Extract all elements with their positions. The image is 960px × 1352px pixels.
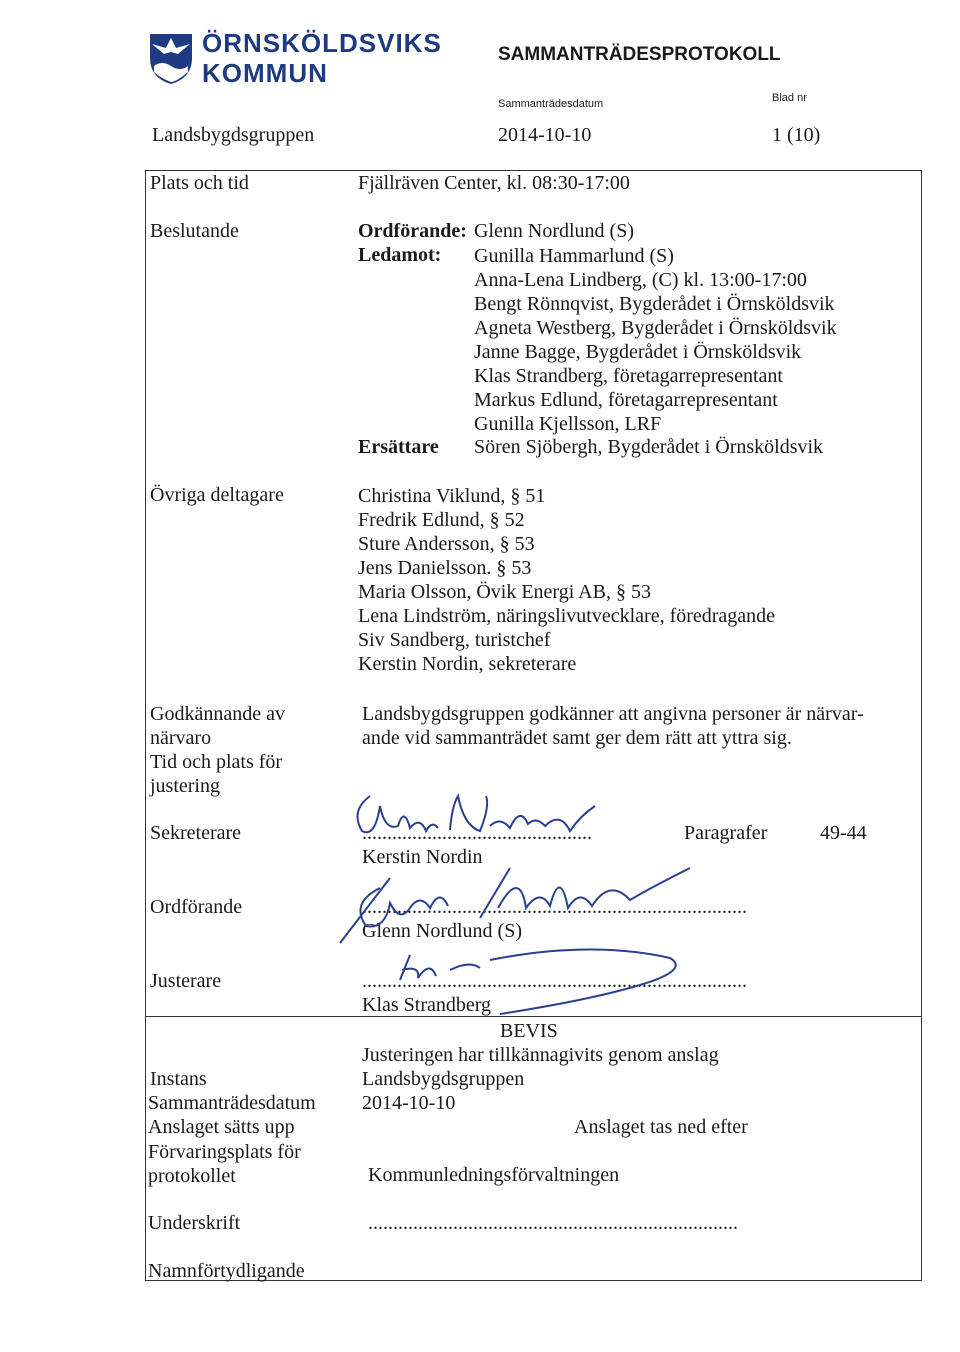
forvaring-label: Förvaringsplats för protokollet <box>148 1141 301 1187</box>
anslag-label: Anslaget sätts upp <box>148 1116 295 1138</box>
forvaring-value: Kommunledningsförvaltningen <box>368 1164 620 1186</box>
ledamot-list <box>474 244 837 436</box>
list-item: Agneta Westberg, Bygderådet i Örnsköldsvik <box>474 317 837 339</box>
justerare-sign-line: ............................................................................. <box>362 970 747 992</box>
beslutande-label: Beslutande <box>150 220 239 242</box>
godkannande-text: Landsbygdsgruppen godkänner att angivna personer är närvar- ande vid sammanträdet samt ger dem rätt att yttra sig. <box>362 703 864 749</box>
org-name-line1: ÖRNSKÖLDSVIKS <box>202 28 442 58</box>
godkannande-label: Godkännande av närvaro <box>150 703 285 749</box>
underskrift-label: Underskrift <box>148 1212 241 1234</box>
sekreterare-name: Kerstin Nordin <box>362 846 483 868</box>
list-item: Bengt Rönnqvist, Bygderådet i Örnsköldsvik <box>474 293 835 315</box>
municipality-logo <box>146 28 442 90</box>
ordforande-sign-line: ............................................................................. <box>362 896 747 918</box>
list-item: Anna-Lena Lindberg, (C) kl. 13:00-17:00 <box>474 269 807 291</box>
list-item: Markus Edlund, företagarrepresentant <box>474 389 778 411</box>
sekreterare-label: Sekreterare <box>150 822 242 844</box>
meeting-date: 2014-10-10 <box>498 124 592 146</box>
adjuster-signature <box>390 940 710 1020</box>
ordforande-sign-name: Glenn Nordlund (S) <box>362 920 522 942</box>
list-item: Fredrik Edlund, § 52 <box>358 509 525 531</box>
bevis-line: Justeringen har tillkännagivits genom anslag <box>362 1044 719 1066</box>
ordforande-label: Ordförande: <box>358 220 467 242</box>
ledamot-label: Ledamot: <box>358 244 442 266</box>
bevis-datum-label: Sammanträdesdatum <box>148 1092 316 1114</box>
list-item: Christina Viklund, § 51 <box>358 485 546 507</box>
page-number: 1 (10) <box>772 124 821 146</box>
page-label: Blad nr <box>772 92 807 104</box>
group-name: Landsbygdsgruppen <box>152 124 315 146</box>
justerare-label: Justerare <box>150 970 222 992</box>
list-item: Gunilla Kjellsson, LRF <box>474 413 662 435</box>
org-name-line2: KOMMUN <box>202 58 328 88</box>
document-type: SAMMANTRÄDESPROTOKOLL <box>498 44 781 65</box>
bevis-title: BEVIS <box>500 1020 558 1042</box>
ovriga-list <box>358 484 775 676</box>
secretary-signature <box>340 776 600 846</box>
ordforande-sign-label: Ordförande <box>150 896 243 918</box>
list-item: Sture Andersson, § 53 <box>358 533 535 555</box>
instans-label: Instans <box>150 1068 207 1090</box>
anslag-ned-label: Anslaget tas ned efter <box>574 1116 748 1138</box>
coat-of-arms-icon <box>146 28 196 86</box>
list-item: Lena Lindström, näringslivutvecklare, föredragande <box>358 605 776 627</box>
list-item: Jens Danielsson. § 53 <box>358 557 532 579</box>
list-item: Kerstin Nordin, sekreterare <box>358 653 577 675</box>
list-item: Klas Strandberg, företagarrepresentant <box>474 365 783 387</box>
chairman-signature <box>330 848 710 948</box>
ovriga-label: Övriga deltagare <box>150 484 284 506</box>
paragrafer-value: 49-44 <box>820 822 867 844</box>
list-item: Gunilla Hammarlund (S) <box>474 245 674 267</box>
ersattare-name: Sören Sjöbergh, Bygderådet i Örnsköldsvik <box>474 436 824 458</box>
instans-value: Landsbygdsgruppen <box>362 1068 525 1090</box>
underskrift-line: .......................................................................... <box>368 1212 738 1234</box>
list-item: Maria Olsson, Övik Energi AB, § 53 <box>358 581 651 603</box>
justering-label: Tid och plats för justering <box>150 751 283 797</box>
justerare-name: Klas Strandberg <box>362 994 492 1016</box>
ersattare-label: Ersättare <box>358 436 439 458</box>
plats-label: Plats och tid <box>150 172 249 194</box>
namnfortydligande-label: Namnförtydligande <box>148 1260 305 1282</box>
sekreterare-sign-line: .............................................. <box>362 822 592 844</box>
ordforande-name: Glenn Nordlund (S) <box>474 220 634 242</box>
list-item: Siv Sandberg, turistchef <box>358 629 551 651</box>
plats-value: Fjällräven Center, kl. 08:30-17:00 <box>358 172 630 194</box>
date-label: Sammanträdesdatum <box>498 98 604 110</box>
bevis-datum-value: 2014-10-10 <box>362 1092 456 1114</box>
paragrafer-label: Paragrafer <box>684 822 768 844</box>
list-item: Janne Bagge, Bygderådet i Örnsköldsvik <box>474 341 802 363</box>
